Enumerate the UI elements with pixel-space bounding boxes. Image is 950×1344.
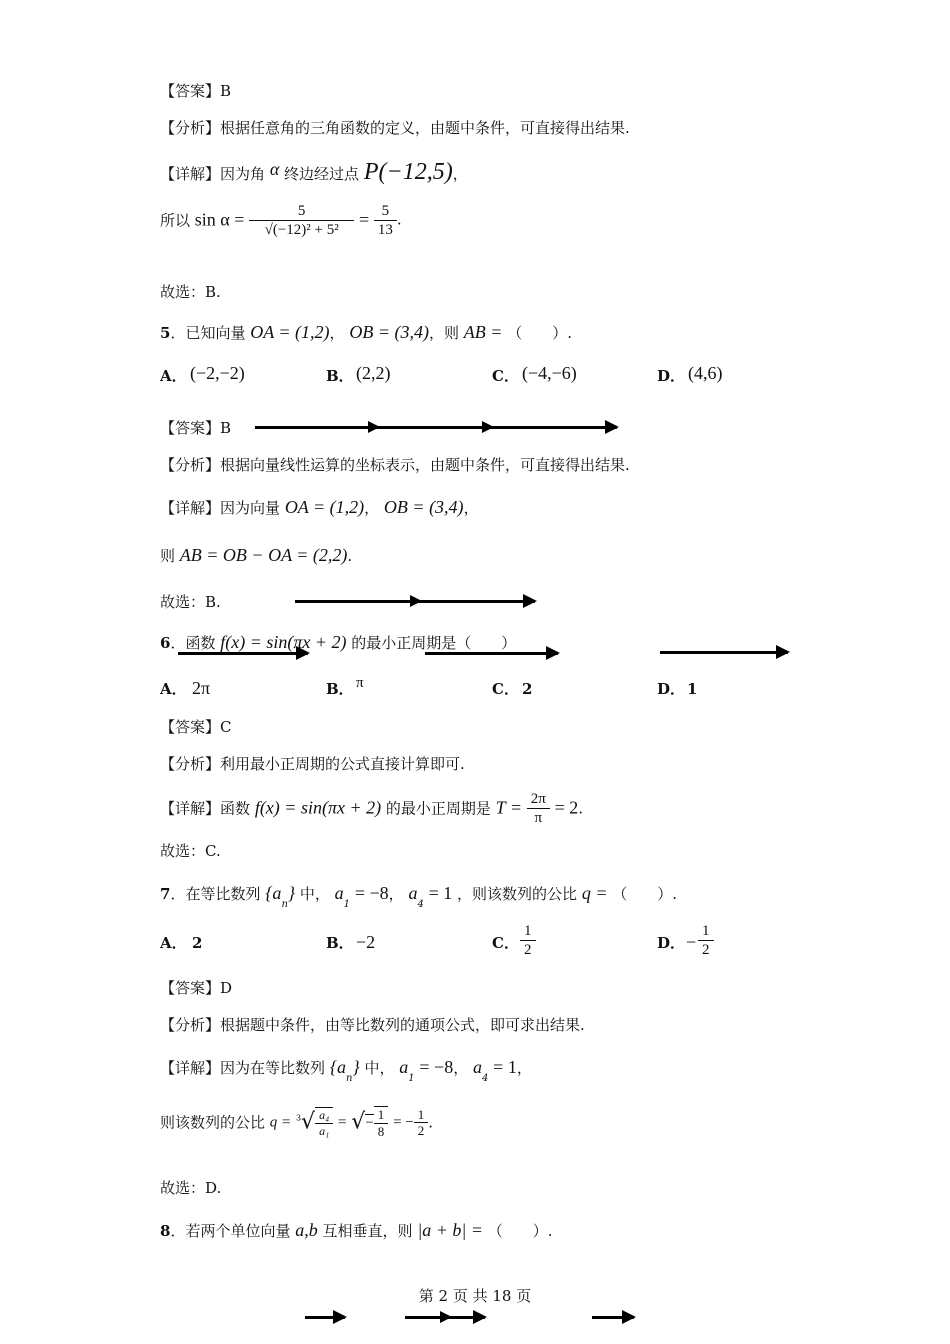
choice-line: 故选：C. xyxy=(160,842,221,860)
detail-line: 【详解】因为向量 OA = (1,2)， OB = (3,4)， xyxy=(160,497,479,517)
choice-line: 故选：D. xyxy=(160,1179,222,1197)
options-6: A． 2π B． π C． 2 D． 1 xyxy=(160,675,698,698)
answer-line: 【答案】B xyxy=(160,419,232,437)
arrow-icon xyxy=(305,1316,345,1319)
analysis-line: 【分析】根据任意角的三角函数的定义，由题中条件，可直接得出结果. xyxy=(160,119,630,137)
detail-line: 【详解】因为在等比数列 $\{a_n\}$ 中， $a_1 = -8$， $a_4 = 1$， xyxy=(160,1057,532,1084)
arrow-icon xyxy=(255,426,617,429)
arrow-icon xyxy=(425,652,558,655)
arrow-icon xyxy=(660,651,788,654)
arrowhead-icon xyxy=(368,421,380,433)
choice-line: 故选：B. xyxy=(160,283,221,301)
answer-line: 【答案】C xyxy=(160,718,232,736)
question-8: 8．若两个单位向量 a,b 互相垂直，则 |a + b| = （ ）. xyxy=(160,1220,553,1240)
arrowhead-icon xyxy=(410,595,422,607)
detail-formula-line: 所以 sin α = $\frac{5}{\text{√(−12)² + 5²}}$ = $\frac{5}{13}$ . xyxy=(160,203,402,238)
answer-line: 【答案】D xyxy=(160,979,233,997)
fraction: $\frac{1}{8}$ xyxy=(374,1106,389,1139)
question-6: 6．函数 f(x) = sin(πx + 2) 的最小正周期是（ ） xyxy=(160,632,517,652)
fraction: $\frac{1}{2}$ xyxy=(520,922,536,959)
fraction: $\frac{2\pi}{\pi}$ xyxy=(527,790,550,827)
fraction: $\frac{\text{a₄}}{\text{a₁}}$ xyxy=(315,1107,333,1138)
detail-line: 则该数列的公比 q = $^3$√ $\frac{\text{a₄}}{\text{a₁}}$ = √− $\frac{1}{8}$ = − $\frac{1}{2}$ . xyxy=(160,1106,434,1139)
detail-line: 【详解】因为角 α 终边经过点 P(−12,5)， xyxy=(160,159,468,185)
arrowhead-icon xyxy=(482,421,494,433)
analysis-line: 【分析】利用最小正周期的公式直接计算即可. xyxy=(160,755,465,773)
question-5: 5．已知向量 OA = (1,2)， OB = (3,4)，则 AB = （ ）. xyxy=(160,322,572,342)
arrowhead-icon xyxy=(440,1311,452,1323)
page-footer: 第 2 页 共 18 页 xyxy=(418,1287,532,1305)
options-5: A． (−2,−2) B． (2,2) C． (−4,−6) D． (4,6) xyxy=(160,363,723,385)
choice-line: 故选：B. xyxy=(160,593,221,611)
fraction: $\frac{5}{13}$ xyxy=(374,202,397,239)
fraction: $\frac{5}{\text{√(−12)² + 5²}}$ xyxy=(249,202,354,239)
detail-line: 则 AB = OB − OA = (2,2). xyxy=(160,545,353,565)
fraction: $\frac{1}{2}$ xyxy=(698,922,714,959)
arrow-icon xyxy=(178,652,308,655)
question-7: 7．在等比数列 $\{a_n\}$ 中， $a_1 = -8$， $a_4 = 1$ ，则该数列的公比 q = （ ）. xyxy=(160,883,678,910)
analysis-line: 【分析】根据题中条件，由等比数列的通项公式，即可求出结果. xyxy=(160,1016,585,1034)
options-7: A． 2 B． −2 C． $\frac{1}{2}$ D． − $\frac{1}{2}$ xyxy=(160,922,780,968)
analysis-line: 【分析】根据向量线性运算的坐标表示，由题中条件，可直接得出结果. xyxy=(160,456,630,474)
detail-line: 【详解】函数 f(x) = sin(πx + 2) 的最小正周期是 T = $\frac{2\pi}{\pi}$ = 2. xyxy=(160,791,584,826)
arrow-icon xyxy=(592,1316,634,1319)
fraction: $\frac{1}{2}$ xyxy=(414,1107,429,1139)
answer-line: 【答案】B xyxy=(160,82,232,100)
